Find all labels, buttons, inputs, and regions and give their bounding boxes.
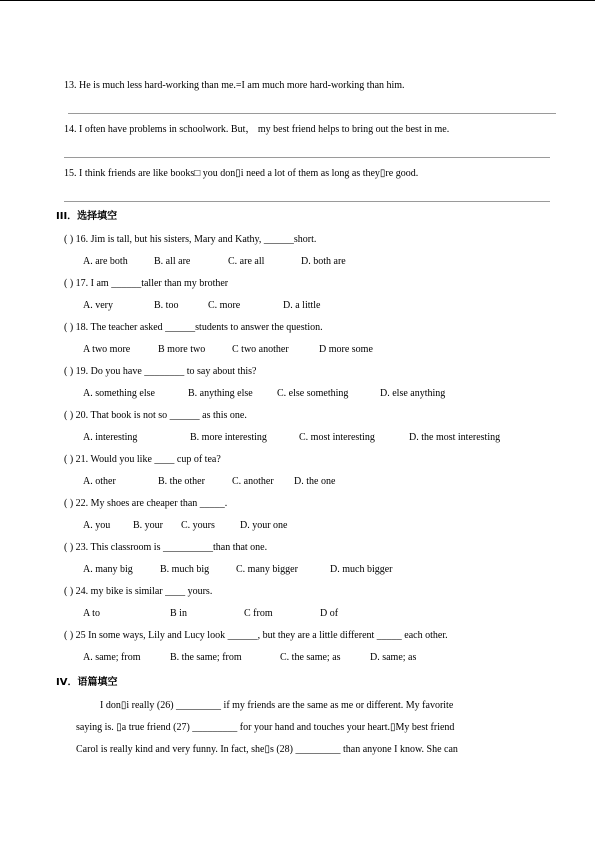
q25-option-a[interactable]: A. same; from: [83, 652, 141, 663]
q24-option-b[interactable]: B in: [170, 608, 187, 619]
question-25-stem: ( ) 25 In some ways, Lily and Lucy look ______, but they are a little different _____ each other.: [64, 630, 448, 641]
question-24-stem: ( ) 24. my bike is similar ____ yours.: [64, 586, 213, 597]
section-3-heading: III．选择填空: [56, 211, 118, 222]
q20-option-a[interactable]: A. interesting: [83, 432, 138, 443]
q18-option-a[interactable]: A two more: [83, 344, 131, 355]
answer-line-15[interactable]: [64, 201, 550, 202]
q23-option-d[interactable]: D. much bigger: [330, 564, 393, 575]
q20-option-d[interactable]: D. the most interesting: [409, 432, 501, 443]
question-17-stem: ( ) 17. I am ______taller than my brother: [64, 278, 229, 289]
q17-option-c[interactable]: C. more: [208, 300, 241, 311]
q21-option-b[interactable]: B. the other: [158, 476, 205, 487]
passage-line-3: Carol is really kind and very funny. In fact, she▯s (28) _________ than anyone I know. She can: [76, 744, 458, 755]
q24-option-a[interactable]: A to: [83, 608, 100, 619]
q24-option-c[interactable]: C from: [244, 608, 273, 619]
q21-option-c[interactable]: C. another: [232, 476, 274, 487]
q23-option-c[interactable]: C. many bigger: [236, 564, 298, 575]
q25-option-c[interactable]: C. the same; as: [280, 652, 341, 663]
q18-option-d[interactable]: D more some: [319, 344, 373, 355]
q19-option-c[interactable]: C. else something: [277, 388, 349, 399]
q17-option-d[interactable]: D. a little: [283, 300, 321, 311]
question-18-stem: ( ) 18. The teacher asked ______students to answer the question.: [64, 322, 323, 333]
q19-option-d[interactable]: D. else anything: [380, 388, 446, 399]
question-22-stem: ( ) 22. My shoes are cheaper than _____.: [64, 498, 228, 509]
q19-option-a[interactable]: A. something else: [83, 388, 155, 399]
question-23-stem: ( ) 23. This classroom is __________than that one.: [64, 542, 268, 553]
q22-option-c[interactable]: C. yours: [181, 520, 215, 531]
q17-option-a[interactable]: A. very: [83, 300, 113, 311]
q16-option-b[interactable]: B. all are: [154, 256, 191, 267]
page-top-border: [0, 0, 595, 1]
passage-line-1: I don▯i really (26) _________ if my friends are the same as me or different. My favorite: [100, 700, 454, 711]
q23-option-b[interactable]: B. much big: [160, 564, 210, 575]
sentence-15: 15. I think friends are like books□ you don▯i need a lot of them as long as they▯re good.: [64, 168, 419, 179]
passage-line-2: saying is. ▯a true friend (27) _________ for your hand and touches your heart.▯My best friend: [76, 722, 455, 733]
q22-option-d[interactable]: D. your one: [240, 520, 288, 531]
answer-line-14[interactable]: [64, 157, 550, 158]
q18-option-c[interactable]: C two another: [232, 344, 289, 355]
q18-option-b[interactable]: B more two: [158, 344, 206, 355]
sentence-13: 13. He is much less hard-working than me.=I am much more hard-working than him.: [64, 80, 405, 91]
q16-option-d[interactable]: D. both are: [301, 256, 346, 267]
q22-option-b[interactable]: B. your: [133, 520, 163, 531]
sentence-14: 14. I often have problems in schoolwork. But， my best friend helps to bring out the best in me.: [64, 124, 450, 135]
question-19-stem: ( ) 19. Do you have ________ to say about this?: [64, 366, 257, 377]
q25-option-b[interactable]: B. the same; from: [170, 652, 242, 663]
q21-option-d[interactable]: D. the one: [294, 476, 336, 487]
answer-line-13[interactable]: [68, 113, 556, 114]
question-16-stem: ( ) 16. Jim is tall, but his sisters, Mary and Kathy, ______short.: [64, 234, 317, 245]
section-4-heading: IV．语篇填空: [56, 677, 118, 688]
q19-option-b[interactable]: B. anything else: [188, 388, 253, 399]
q23-option-a[interactable]: A. many big: [83, 564, 133, 575]
q25-option-d[interactable]: D. same; as: [370, 652, 417, 663]
q24-option-d[interactable]: D of: [320, 608, 339, 619]
q21-option-a[interactable]: A. other: [83, 476, 116, 487]
q20-option-c[interactable]: C. most interesting: [299, 432, 375, 443]
q22-option-a[interactable]: A. you: [83, 520, 111, 531]
q17-option-b[interactable]: B. too: [154, 300, 179, 311]
question-21-stem: ( ) 21. Would you like ____ cup of tea?: [64, 454, 221, 465]
q16-option-c[interactable]: C. are all: [228, 256, 265, 267]
q16-option-a[interactable]: A. are both: [83, 256, 128, 267]
question-20-stem: ( ) 20. That book is not so ______ as this one.: [64, 410, 247, 421]
q20-option-b[interactable]: B. more interesting: [190, 432, 267, 443]
